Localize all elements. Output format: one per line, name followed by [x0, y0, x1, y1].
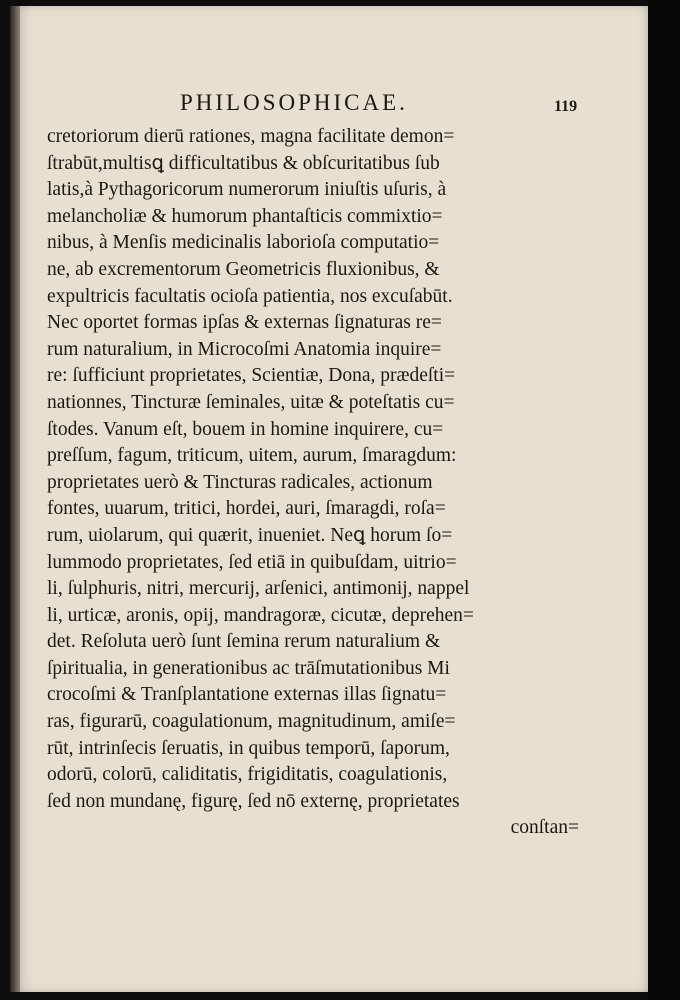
text-line: re: ſufficiunt proprietates, Scientiæ, Dona, prædeſti=: [47, 365, 456, 387]
text-line: ne, ab excrementorum Geometricis fluxionibus, &: [47, 258, 440, 280]
text-line: lummodo proprietates, ſed etiā in quibuſdam, uitrio=: [47, 551, 457, 573]
page-number: 119: [554, 98, 578, 115]
text-line: proprietates uerò & Tincturas radicales, actionum: [47, 471, 433, 493]
text-line: det. Reſoluta uerò ſunt ſemina rerum naturalium &: [47, 631, 441, 653]
text-line: fontes, uuarum, tritici, hordei, auri, ſmaragdi, roſa=: [47, 498, 446, 520]
running-title: PHILOSOPHICAE.: [180, 90, 408, 115]
text-line: ſpiritualia, in generationibus ac trāſmutationibus Mi: [47, 657, 450, 679]
text-line: preſſum, fagum, triticum, uitem, aurum, ſmaragdum:: [47, 445, 457, 467]
text-line: rūt, intrinſecis ſeruatis, in quibus temporū, ſaporum,: [47, 737, 450, 759]
text-line: ſed non mundanę, figurę, ſed nō externę, proprietates: [47, 790, 460, 812]
scan-background: [648, 0, 680, 1000]
text-line: li, urticæ, aronis, opij, mandragoræ, cicutæ, deprehen=: [47, 604, 474, 626]
book-page: [10, 6, 648, 992]
text-line: li, ſulphuris, nitri, mercurij, arſenici, antimonij, nappel: [47, 578, 470, 600]
text-line: nibus, à Menſis medicinalis laborioſa computatio=: [47, 232, 440, 254]
text-line: crocoſmi & Tranſplantatione externas illas ſignatu=: [47, 684, 447, 706]
text-line: ſtodes. Vanum eſt, bouem in homine inquirere, cu=: [47, 418, 444, 440]
text-line: cretoriorum dierū rationes, magna facilitate demon=: [47, 126, 455, 147]
catchword: conſtan=: [510, 817, 579, 839]
text-line: nationnes, Tincturæ ſeminales, uitæ & poteſtatis cu=: [47, 391, 455, 413]
text-line: rum naturalium, in Microcoſmi Anatomia inquire=: [47, 338, 442, 360]
page-gutter: [10, 6, 20, 992]
text-line: Nec oportet formas ipſas & externas ſignaturas re=: [47, 312, 442, 334]
text-line: ras, figurarū, coagulationum, magnitudinum, amiſe=: [47, 711, 456, 733]
body-text: [47, 124, 587, 842]
text-line: rum, uiolarum, qui quærit, inueniet. Neꝗ horum ſo=: [47, 524, 453, 546]
text-line: expultricis facultatis ocioſa patientia, nos excuſabūt.: [47, 285, 453, 307]
text-line: ſtrabūt,multisꝗ difficultatibus & obſcuritatibus ſub: [47, 152, 440, 174]
text-line: melancholiæ & humorum phantaſticis commixtio=: [47, 205, 443, 227]
text-line: odorū, colorū, caliditatis, frigiditatis, coagulationis,: [47, 764, 448, 786]
text-line: latis,à Pythagoricorum numerorum iniuſtis uſuris, à: [47, 179, 447, 201]
